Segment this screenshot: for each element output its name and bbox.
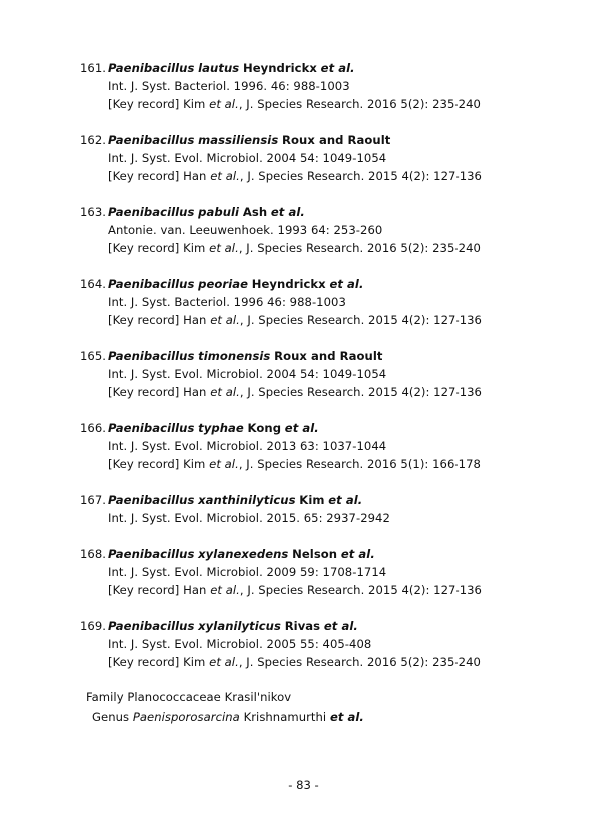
- et-al: et al.: [284, 421, 319, 435]
- species-epithet: peoriae: [198, 277, 249, 291]
- authority: Nelson: [292, 547, 338, 561]
- citation-text: [Key record] Kim: [108, 457, 206, 471]
- genus-name: Paenibacillus: [108, 61, 195, 75]
- citation-line: [80, 149, 590, 167]
- et-al: et al.: [270, 205, 305, 219]
- entry-number: 167.: [80, 493, 107, 507]
- genus-name: Paenibacillus: [108, 349, 195, 363]
- genus-prefix: Genus: [92, 710, 130, 724]
- citation-line: [80, 95, 590, 113]
- species-epithet: xylanexedens: [198, 547, 289, 561]
- species-epithet: lautus: [198, 61, 240, 75]
- entry-number: 164.: [80, 277, 107, 291]
- citation-text: Int. J. Syst. Evol. Microbiol. 2005 55: 405-408: [108, 637, 372, 651]
- page-number: - 83 -: [288, 778, 319, 792]
- citation-line: [80, 221, 590, 239]
- citation-text: [Key record] Han: [108, 385, 207, 399]
- citation-text: Int. J. Syst. Evol. Microbiol. 2009 59: 1708-1714: [108, 565, 387, 579]
- citation-text: Antonie. van. Leeuwenhoek. 1993 64: 253-260: [108, 223, 383, 237]
- citation-line: [80, 311, 590, 329]
- citation-text: [Key record] Kim: [108, 241, 206, 255]
- genus-name: Paenisporosarcina: [132, 710, 240, 724]
- authority: Heyndrickx: [242, 61, 317, 75]
- genus-name: Paenibacillus: [108, 547, 195, 561]
- citation-et-al: et al.: [210, 385, 240, 399]
- citation-source: , J. Species Research. 2016 5(2): 235-240: [238, 241, 481, 255]
- citation-text: [Key record] Han: [108, 313, 207, 327]
- genus-name: Paenibacillus: [108, 421, 195, 435]
- genus-etal: et al.: [329, 710, 364, 724]
- entry-number: 168.: [80, 547, 107, 561]
- et-al: et al.: [340, 547, 375, 561]
- citation-et-al: et al.: [210, 169, 240, 183]
- authority: Rivas: [284, 619, 321, 633]
- citation-et-al: et al.: [210, 583, 240, 597]
- citation-line: [80, 563, 590, 581]
- citation-line: [80, 167, 590, 185]
- entry-number: 165.: [80, 349, 107, 363]
- citation-source: , J. Species Research. 2015 4(2): 127-136: [239, 583, 482, 597]
- citation-source: , J. Species Research. 2016 5(1): 166-178: [238, 457, 481, 471]
- et-al: et al.: [328, 493, 363, 507]
- species-list: [80, 59, 590, 689]
- species-heading: [80, 131, 590, 149]
- entry-number: 161.: [80, 61, 107, 75]
- citation-line: [80, 437, 590, 455]
- species-heading: [80, 203, 590, 221]
- genus-heading: [86, 707, 364, 727]
- family-section: [86, 687, 364, 727]
- species-epithet: xanthinilyticus: [198, 493, 296, 507]
- citation-et-al: et al.: [209, 97, 239, 111]
- citation-line: [80, 365, 590, 383]
- genus-name: Paenibacillus: [108, 277, 195, 291]
- citation-et-al: et al.: [210, 313, 240, 327]
- authority: Roux and Raoult: [274, 349, 383, 363]
- species-entry: [80, 347, 590, 401]
- et-al: et al.: [323, 619, 358, 633]
- authority: Heyndrickx: [251, 277, 326, 291]
- genus-name: Paenibacillus: [108, 133, 195, 147]
- species-entry: [80, 491, 590, 527]
- entry-number: 163.: [80, 205, 107, 219]
- citation-text: [Key record] Kim: [108, 97, 206, 111]
- citation-line: [80, 509, 590, 527]
- species-heading: [80, 419, 590, 437]
- citation-et-al: et al.: [209, 655, 239, 669]
- species-epithet: typhae: [198, 421, 244, 435]
- entry-number: 169.: [80, 619, 107, 633]
- citation-source: , J. Species Research. 2015 4(2): 127-136: [239, 385, 482, 399]
- species-entry: [80, 131, 590, 185]
- genus-author: Krishnamurthi: [243, 710, 327, 724]
- genus-name: Paenibacillus: [108, 619, 195, 633]
- citation-source: , J. Species Research. 2015 4(2): 127-136: [239, 313, 482, 327]
- authority: Roux and Raoult: [282, 133, 391, 147]
- species-heading: [80, 491, 590, 509]
- species-entry: [80, 275, 590, 329]
- citation-line: [80, 77, 590, 95]
- species-entry: [80, 419, 590, 473]
- citation-text: [Key record] Han: [108, 169, 207, 183]
- species-epithet: timonensis: [198, 349, 271, 363]
- genus-name: Paenibacillus: [108, 205, 195, 219]
- entry-number: 162.: [80, 133, 107, 147]
- genus-name: Paenibacillus: [108, 493, 195, 507]
- citation-line: [80, 293, 590, 311]
- species-entry: [80, 203, 590, 257]
- authority: Kong: [247, 421, 282, 435]
- species-heading: [80, 347, 590, 365]
- species-heading: [80, 275, 590, 293]
- et-al: et al.: [329, 277, 364, 291]
- citation-line: [80, 653, 590, 671]
- citation-line: [80, 455, 590, 473]
- citation-text: Int. J. Syst. Evol. Microbiol. 2013 63: 1037-1044: [108, 439, 387, 453]
- citation-source: , J. Species Research. 2016 5(2): 235-240: [238, 655, 481, 669]
- citation-line: [80, 635, 590, 653]
- citation-text: [Key record] Kim: [108, 655, 206, 669]
- citation-text: Int. J. Syst. Evol. Microbiol. 2015. 65: 2937-2942: [108, 511, 390, 525]
- citation-et-al: et al.: [209, 241, 239, 255]
- species-heading: [80, 617, 590, 635]
- citation-text: Int. J. Syst. Evol. Microbiol. 2004 54: 1049-1054: [108, 151, 387, 165]
- citation-et-al: et al.: [209, 457, 239, 471]
- entry-number: 166.: [80, 421, 107, 435]
- citation-text: Int. J. Syst. Bacteriol. 1996 46: 988-1003: [108, 295, 346, 309]
- species-epithet: massiliensis: [198, 133, 279, 147]
- family-heading: Family Planococcaceae Krasil'nikov: [86, 690, 292, 704]
- citation-line: [80, 581, 590, 599]
- species-epithet: xylanilyticus: [198, 619, 281, 633]
- authority: Ash: [242, 205, 268, 219]
- citation-text: Int. J. Syst. Evol. Microbiol. 2004 54: 1049-1054: [108, 367, 387, 381]
- species-entry: [80, 545, 590, 599]
- authority: Kim: [299, 493, 325, 507]
- species-entry: [80, 617, 590, 671]
- citation-source: , J. Species Research. 2015 4(2): 127-136: [239, 169, 482, 183]
- citation-text: [Key record] Han: [108, 583, 207, 597]
- citation-line: [80, 383, 590, 401]
- citation-source: , J. Species Research. 2016 5(2): 235-240: [238, 97, 481, 111]
- citation-line: [80, 239, 590, 257]
- species-heading: [80, 545, 590, 563]
- citation-text: Int. J. Syst. Bacteriol. 1996. 46: 988-1003: [108, 79, 350, 93]
- species-epithet: pabuli: [198, 205, 240, 219]
- species-entry: [80, 59, 590, 113]
- et-al: et al.: [320, 61, 355, 75]
- species-heading: [80, 59, 590, 77]
